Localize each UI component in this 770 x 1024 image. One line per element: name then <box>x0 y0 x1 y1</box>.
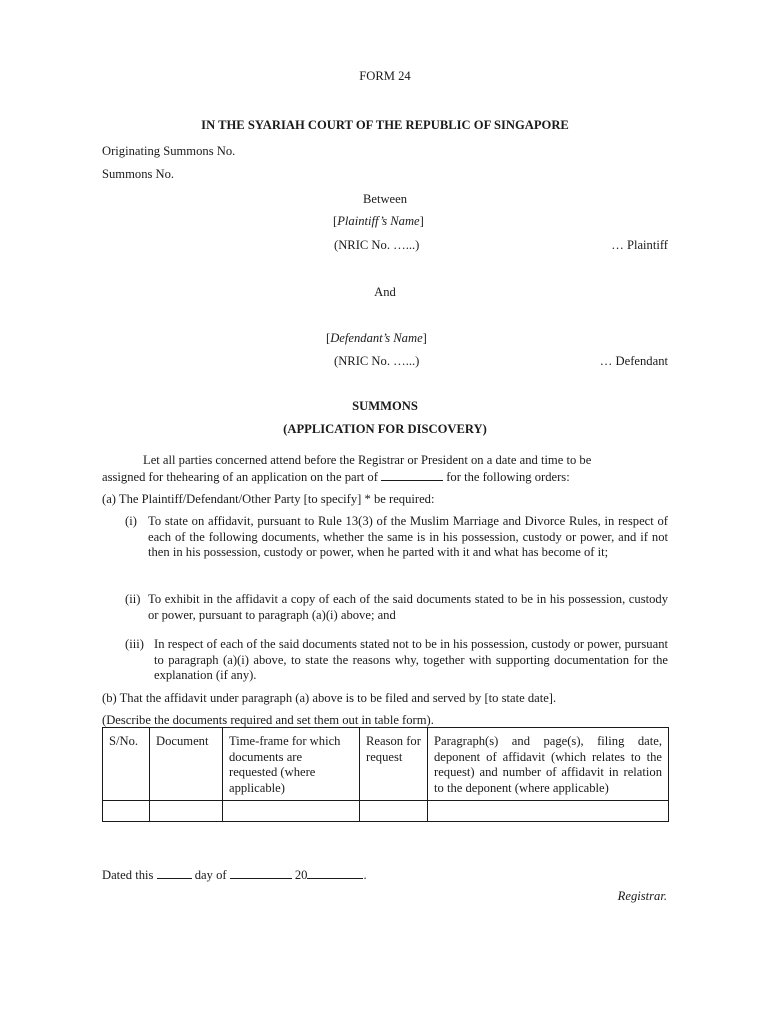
between-label: Between <box>362 192 408 206</box>
header-sno: S/No. <box>103 728 150 801</box>
dated-this-label: Dated this <box>102 868 154 882</box>
summons-subheading: (APPLICATION FOR DISCOVERY) <box>283 422 487 436</box>
table-row <box>103 801 669 822</box>
paragraph-a: (a) The Plaintiff/Defendant/Other Party [to specify] * be required: <box>102 492 435 506</box>
defendant-name-placeholder: [Defendant’s Name] <box>326 331 427 345</box>
intro-line-2-start: assigned for thehearing of an application on the part of <box>102 470 378 484</box>
order-item-text: To state on affidavit, pursuant to Rule 13(3) of the Muslim Marriage and Divorce Rules, in respect of each of the following documents, whether the same is in his possession, custody or power, and if not then in his possession, custody or power, when he parted with it and what has become of it; <box>148 514 668 560</box>
day-blank <box>157 867 192 879</box>
order-item-number: (i) <box>125 514 137 528</box>
order-item-number: (ii) <box>125 592 141 606</box>
cell-paragraphs <box>428 801 669 822</box>
intro-line-1: Let all parties concerned attend before the Registrar or President on a date and time to be <box>143 453 592 467</box>
intro-line-2 <box>102 469 570 486</box>
day-of-label: day of <box>194 868 227 882</box>
header-reason: Reason for request <box>360 728 428 801</box>
intro-line-2-end: for the following orders: <box>446 470 570 484</box>
order-item-text: In respect of each of the said documents stated not to be in his possession, custody or power, pursuant to paragraph (a)(i) above, to state the reasons why, together with supporting documentation for the explanation (if any). <box>154 637 668 683</box>
year-prefix: 20 <box>294 868 308 882</box>
court-title: IN THE SYARIAH COURT OF THE REPUBLIC OF SINGAPORE <box>201 118 569 132</box>
form-number: FORM 24 <box>359 69 411 83</box>
originating-summons-label: Originating Summons No. <box>102 144 236 158</box>
defendant-name: Defendant’s Name <box>330 331 423 345</box>
table-header-row <box>103 728 669 801</box>
summons-no-label: Summons No. <box>102 167 175 181</box>
paragraph-b: (b) That the affidavit under paragraph (a) above is to be filed and served by [to state date]. <box>102 691 557 705</box>
defendant-role: … Defendant <box>599 354 668 368</box>
registrar-signature: Registrar. <box>617 889 667 903</box>
cell-sno <box>103 801 150 822</box>
cell-time-frame <box>223 801 360 822</box>
cell-reason <box>360 801 428 822</box>
dated-line: Dated this day of 20 . <box>102 868 367 882</box>
summons-heading: SUMMONS <box>352 399 418 413</box>
header-time-frame: Time-frame for which documents are requested (where applicable) <box>223 728 360 801</box>
plaintiff-nric: (NRIC No. …...) <box>334 238 420 252</box>
year-blank <box>307 867 363 879</box>
documents-table <box>102 727 669 822</box>
defendant-nric: (NRIC No. …...) <box>334 354 420 368</box>
order-item-text: To exhibit in the affidavit a copy of each of the said documents stated to be in his possession, custody or power, pursuant to paragraph (a)(i) above; and <box>148 592 668 622</box>
plaintiff-role: … Plaintiff <box>611 238 668 252</box>
header-paragraphs: Paragraph(s) and page(s), filing date, deponent of affidavit (which relates to the request) and number of affidavit in relation to the deponent (where applicable) <box>428 728 669 801</box>
header-document: Document <box>150 728 223 801</box>
month-blank <box>230 867 292 879</box>
plaintiff-name: Plaintiff’s Name <box>337 214 420 228</box>
plaintiff-name-placeholder: [Plaintiff’s Name] <box>333 214 424 228</box>
and-label: And <box>374 285 396 299</box>
order-item-number: (iii) <box>125 637 144 651</box>
party-blank <box>381 469 443 481</box>
describe-note: (Describe the documents required and set them out in table form). <box>102 713 434 727</box>
cell-document <box>150 801 223 822</box>
